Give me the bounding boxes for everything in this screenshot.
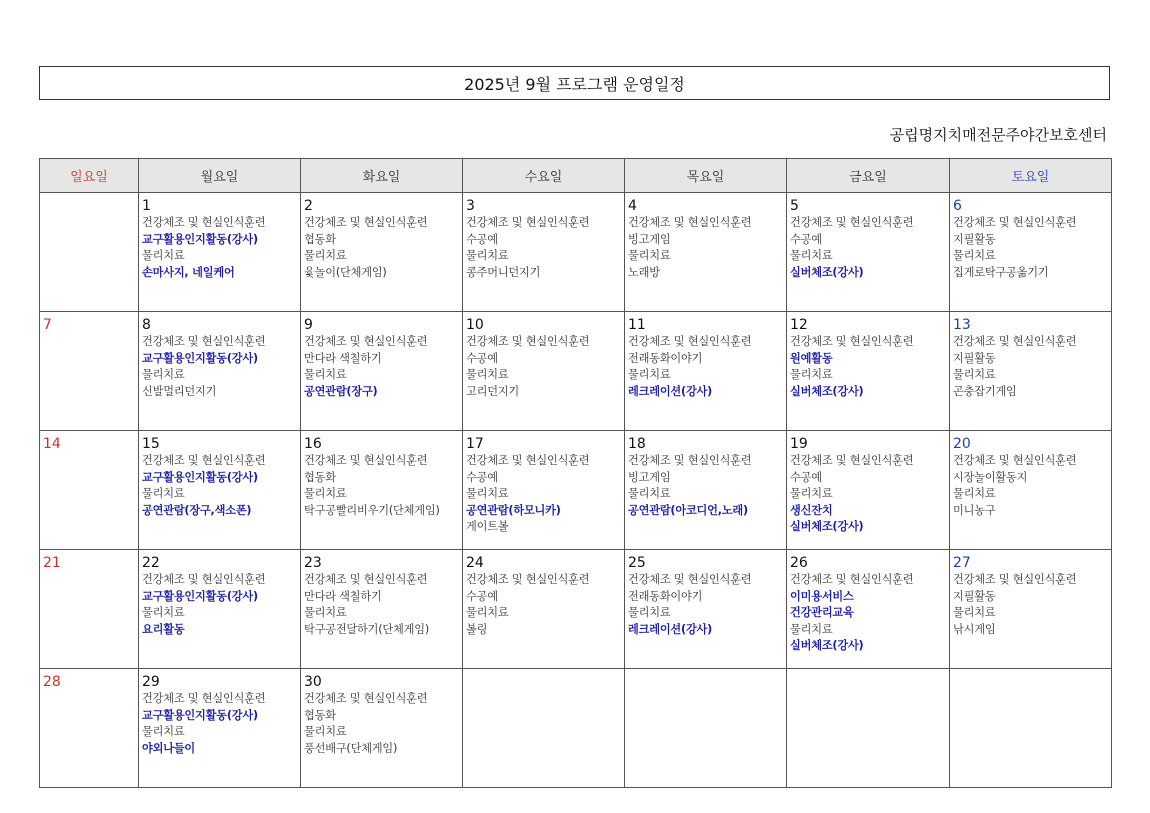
activity-item: 물리치료 xyxy=(304,606,347,620)
activity-item: 콩주머니던지기 xyxy=(466,265,541,279)
day-number: 23 xyxy=(304,555,322,571)
day-cell xyxy=(463,669,625,788)
activity-item: 건강체조 및 현실인식훈련 xyxy=(953,335,1077,348)
activity-item: 건강체조 및 현실인식훈련 xyxy=(466,335,590,348)
special-activity: 교구활용인지활동(강사) xyxy=(142,351,258,365)
activity-item: 물리치료 xyxy=(790,487,833,501)
day-cell xyxy=(40,431,139,550)
weekday-header-friday: 금요일 xyxy=(787,159,950,193)
activity-item: 물리치료 xyxy=(790,622,833,636)
special-activity: 요리활동 xyxy=(142,622,185,636)
activity-item: 건강체조 및 현실인식훈련 xyxy=(790,335,914,348)
activity-item: 풍선배구(단체게임) xyxy=(304,741,398,755)
activity-item: 수공예 xyxy=(466,470,498,484)
page-title-box xyxy=(39,66,1110,100)
activity-item: 탁구공전달하기(단체게임) xyxy=(304,622,430,636)
activity-item: 건강체조 및 현실인식훈련 xyxy=(953,573,1077,586)
activity-item: 노래방 xyxy=(628,265,660,279)
special-activity: 실버체조(강사) xyxy=(790,265,864,279)
activity-item: 물리치료 xyxy=(304,368,347,382)
special-activity: 공연관람(아코디언,노래) xyxy=(628,503,748,517)
activity-item: 낚시게임 xyxy=(953,622,996,636)
week-row xyxy=(40,312,1112,431)
activity-item: 건강체조 및 현실인식훈련 xyxy=(466,454,590,467)
week-row xyxy=(40,431,1112,550)
activity-item: 건강체조 및 현실인식훈련 xyxy=(304,692,428,705)
day-number: 26 xyxy=(790,555,808,571)
day-cell xyxy=(139,312,301,431)
activity-item: 시장놀이활동지 xyxy=(953,470,1028,484)
day-cell xyxy=(301,669,463,788)
activity-item: 건강체조 및 현실인식훈련 xyxy=(628,335,752,348)
week-row xyxy=(40,193,1112,312)
day-cell xyxy=(301,431,463,550)
day-number: 1 xyxy=(142,198,151,214)
special-activity: 건강관리교육 xyxy=(790,606,854,620)
special-activity: 교구활용인지활동(강사) xyxy=(142,708,258,722)
day-number: 9 xyxy=(304,317,313,333)
activity-item: 물리치료 xyxy=(466,487,509,501)
weekday-header-saturday: 토요일 xyxy=(950,159,1112,193)
activity-item: 건강체조 및 현실인식훈련 xyxy=(953,454,1077,467)
weekday-header-monday: 월요일 xyxy=(139,159,301,193)
day-cell xyxy=(787,193,950,312)
day-number: 10 xyxy=(466,317,484,333)
day-number: 24 xyxy=(466,555,484,571)
activity-item: 협동화 xyxy=(304,708,336,722)
day-number: 19 xyxy=(790,436,808,452)
day-cell xyxy=(463,431,625,550)
activity-item: 건강체조 및 현실인식훈련 xyxy=(304,573,428,586)
activity-item: 지필활동 xyxy=(953,589,996,603)
activity-item: 협동화 xyxy=(304,232,336,246)
day-number: 27 xyxy=(953,555,971,571)
special-activity: 손마사지, 네일케어 xyxy=(142,265,235,279)
special-activity: 공연관람(장구) xyxy=(304,384,378,398)
day-number: 5 xyxy=(790,198,799,214)
special-activity: 레크레이션(강사) xyxy=(628,384,713,398)
day-number: 8 xyxy=(142,317,151,333)
activity-item: 게이트볼 xyxy=(466,520,509,534)
activity-item: 물리치료 xyxy=(953,487,996,501)
activity-item: 건강체조 및 현실인식훈련 xyxy=(304,454,428,467)
special-activity: 공연관람(장구,색소폰) xyxy=(142,503,252,517)
special-activity: 레크레이션(강사) xyxy=(628,622,713,636)
day-number: 29 xyxy=(142,674,160,690)
activity-item: 건강체조 및 현실인식훈련 xyxy=(790,573,914,586)
day-number: 18 xyxy=(628,436,646,452)
activity-item: 지필활동 xyxy=(953,351,996,365)
week-row xyxy=(40,550,1112,669)
activity-item: 건강체조 및 현실인식훈련 xyxy=(304,216,428,229)
day-cell xyxy=(787,312,950,431)
activity-item: 물리치료 xyxy=(953,249,996,263)
day-cell xyxy=(787,669,950,788)
day-cell xyxy=(139,193,301,312)
activity-item: 전래동화이야기 xyxy=(628,351,703,365)
day-number: 21 xyxy=(43,555,61,571)
activity-item: 물리치료 xyxy=(466,606,509,620)
day-cell xyxy=(139,550,301,669)
day-cell xyxy=(950,431,1112,550)
activity-item: 물리치료 xyxy=(953,606,996,620)
page-title: 2025년 9월 프로그램 운영일정 xyxy=(464,74,685,94)
activity-item: 물리치료 xyxy=(628,249,671,263)
day-number: 16 xyxy=(304,436,322,452)
activity-item: 건강체조 및 현실인식훈련 xyxy=(953,216,1077,229)
day-number: 4 xyxy=(628,198,637,214)
day-number: 3 xyxy=(466,198,475,214)
activity-item: 건강체조 및 현실인식훈련 xyxy=(142,573,266,586)
day-cell xyxy=(950,312,1112,431)
activity-item: 건강체조 및 현실인식훈련 xyxy=(142,335,266,348)
activity-item: 물리치료 xyxy=(953,368,996,382)
calendar-body xyxy=(40,193,1112,788)
activity-item: 물리치료 xyxy=(304,487,347,501)
weekday-header-row xyxy=(40,159,1112,193)
day-number: 12 xyxy=(790,317,808,333)
weekday-header-wednesday: 수요일 xyxy=(463,159,625,193)
activity-item: 집게로탁구공옮기기 xyxy=(953,265,1049,279)
day-cell xyxy=(463,193,625,312)
activity-item: 물리치료 xyxy=(304,725,347,739)
special-activity: 이미용서비스 xyxy=(790,589,854,603)
day-cell xyxy=(139,669,301,788)
activity-item: 건강체조 및 현실인식훈련 xyxy=(628,573,752,586)
day-cell xyxy=(787,550,950,669)
day-cell xyxy=(301,193,463,312)
day-number: 17 xyxy=(466,436,484,452)
activity-item: 건강체조 및 현실인식훈련 xyxy=(142,454,266,467)
weekday-header-tuesday: 화요일 xyxy=(301,159,463,193)
activity-item: 수공예 xyxy=(466,589,498,603)
day-number: 22 xyxy=(142,555,160,571)
day-cell xyxy=(40,193,139,312)
center-name: 공립명지치매전문주야간보호센터 xyxy=(889,126,1107,144)
schedule-calendar xyxy=(39,158,1112,788)
activity-item: 탁구공빨리비우기(단체게임) xyxy=(304,503,440,517)
activity-item: 수공예 xyxy=(790,470,822,484)
activity-item: 신발멀리던지기 xyxy=(142,384,217,398)
activity-item: 물리치료 xyxy=(628,606,671,620)
weekday-header-thursday: 목요일 xyxy=(625,159,787,193)
activity-item: 전래동화이야기 xyxy=(628,589,703,603)
activity-item: 건강체조 및 현실인식훈련 xyxy=(628,454,752,467)
activity-item: 빙고게임 xyxy=(628,232,671,246)
day-number: 13 xyxy=(953,317,971,333)
activity-item: 미니농구 xyxy=(953,503,996,517)
day-cell xyxy=(950,193,1112,312)
day-cell xyxy=(625,312,787,431)
day-cell xyxy=(950,550,1112,669)
day-cell xyxy=(463,550,625,669)
activity-item: 수공예 xyxy=(790,232,822,246)
day-number: 7 xyxy=(43,317,52,333)
day-cell xyxy=(625,550,787,669)
day-number: 25 xyxy=(628,555,646,571)
day-cell xyxy=(301,550,463,669)
day-cell xyxy=(463,312,625,431)
activity-item: 건강체조 및 현실인식훈련 xyxy=(466,573,590,586)
day-cell xyxy=(625,193,787,312)
activity-item: 물리치료 xyxy=(790,249,833,263)
activity-item: 건강체조 및 현실인식훈련 xyxy=(142,692,266,705)
day-number: 2 xyxy=(304,198,313,214)
special-activity: 실버체조(강사) xyxy=(790,384,864,398)
activity-item: 빙고게임 xyxy=(628,470,671,484)
day-number: 14 xyxy=(43,436,61,452)
activity-item: 물리치료 xyxy=(466,368,509,382)
special-activity: 야외나들이 xyxy=(142,741,196,755)
week-row xyxy=(40,669,1112,788)
special-activity: 생신잔치 xyxy=(790,503,833,517)
activity-item: 건강체조 및 현실인식훈련 xyxy=(790,454,914,467)
day-cell xyxy=(787,431,950,550)
day-cell xyxy=(40,669,139,788)
activity-item: 건강체조 및 현실인식훈련 xyxy=(628,216,752,229)
day-number: 20 xyxy=(953,436,971,452)
activity-item: 물리치료 xyxy=(466,249,509,263)
activity-item: 협동화 xyxy=(304,470,336,484)
special-activity: 원예활동 xyxy=(790,351,833,365)
activity-item: 물리치료 xyxy=(142,487,185,501)
activity-item: 지필활동 xyxy=(953,232,996,246)
activity-item: 건강체조 및 현실인식훈련 xyxy=(304,335,428,348)
activity-item: 물리치료 xyxy=(304,249,347,263)
activity-item: 물리치료 xyxy=(628,368,671,382)
activity-item: 볼링 xyxy=(466,622,488,636)
day-cell xyxy=(950,669,1112,788)
day-number: 15 xyxy=(142,436,160,452)
day-cell xyxy=(625,669,787,788)
activity-item: 만다라 색칠하기 xyxy=(304,589,382,603)
activity-item: 만다라 색칠하기 xyxy=(304,351,382,365)
activity-item: 수공예 xyxy=(466,351,498,365)
activity-item: 고리던지기 xyxy=(466,384,520,398)
activity-item: 윷놀이(단체게임) xyxy=(304,265,387,279)
activity-item: 건강체조 및 현실인식훈련 xyxy=(142,216,266,229)
day-cell xyxy=(139,431,301,550)
weekday-header-sunday: 일요일 xyxy=(40,159,139,193)
day-cell xyxy=(301,312,463,431)
activity-item: 수공예 xyxy=(466,232,498,246)
activity-item: 물리치료 xyxy=(790,368,833,382)
day-number: 28 xyxy=(43,674,61,690)
activity-item: 곤충잡기게임 xyxy=(953,384,1017,398)
activity-item: 물리치료 xyxy=(628,487,671,501)
activity-item: 물리치료 xyxy=(142,368,185,382)
day-cell xyxy=(40,550,139,669)
special-activity: 실버체조(강사) xyxy=(790,639,864,653)
day-cell xyxy=(40,312,139,431)
special-activity: 교구활용인지활동(강사) xyxy=(142,589,258,603)
special-activity: 교구활용인지활동(강사) xyxy=(142,232,258,246)
activity-item: 건강체조 및 현실인식훈련 xyxy=(466,216,590,229)
special-activity: 공연관람(하모니카) xyxy=(466,503,561,517)
day-number: 11 xyxy=(628,317,646,333)
day-number: 6 xyxy=(953,198,962,214)
day-number: 30 xyxy=(304,674,322,690)
activity-item: 건강체조 및 현실인식훈련 xyxy=(790,216,914,229)
activity-item: 물리치료 xyxy=(142,725,185,739)
day-cell xyxy=(625,431,787,550)
special-activity: 실버체조(강사) xyxy=(790,520,864,534)
activity-item: 물리치료 xyxy=(142,606,185,620)
special-activity: 교구활용인지활동(강사) xyxy=(142,470,258,484)
activity-item: 물리치료 xyxy=(142,249,185,263)
